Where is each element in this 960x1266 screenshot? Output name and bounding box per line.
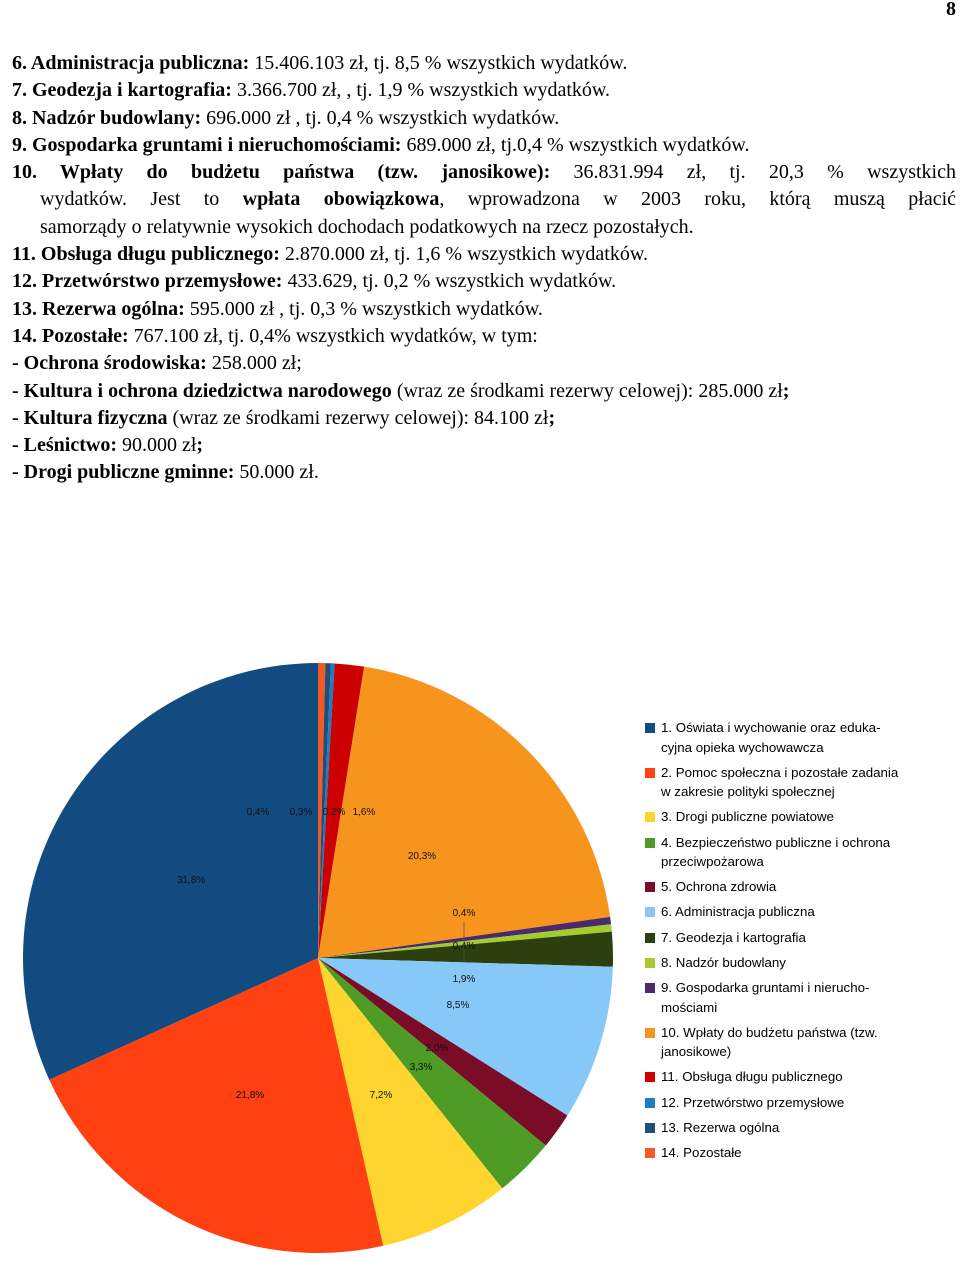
legend-item xyxy=(645,718,945,757)
pie-data-label: 8,5% xyxy=(446,1000,470,1011)
list-item: 6. Administracja publiczna: 15.406.103 zł, tj. 8,5 % wszystkich wydatków. xyxy=(12,52,628,74)
legend-swatch xyxy=(645,723,655,733)
legend-item xyxy=(645,833,945,872)
list-item: 14. Pozostałe: 767.100 zł, tj. 0,4% wszystkich wydatków, w tym: xyxy=(12,324,538,347)
pie-slices xyxy=(23,663,613,1253)
legend-swatch xyxy=(645,1072,655,1082)
legend-label: 14. Pozostałe xyxy=(661,1144,742,1160)
sub-item: - Drogi publiczne gminne: 50.000 zł. xyxy=(12,461,319,484)
legend-label: 10. Wpłaty do budżetu państwa (tzw. xyxy=(661,1024,878,1040)
list-item-continuation: wydatków. Jest to wpłata obowiązkowa, wprowadzona w 2003 roku, którą muszą płacić xyxy=(40,188,957,211)
legend-label: 9. Gospodarka gruntami i nierucho- xyxy=(661,980,870,995)
pie-data-label: 0,3% xyxy=(289,807,313,818)
legend-item xyxy=(645,1023,945,1062)
pie-data-label: 2,0% xyxy=(425,1043,449,1054)
legend-label: mościami xyxy=(661,999,718,1015)
legend-swatch xyxy=(645,812,655,822)
legend-item xyxy=(645,807,945,827)
list-item: 10. Wpłaty do budżetu państwa (tzw. janosikowe): 36.831.994 zł, tj. 20,3 % wszystkich xyxy=(12,161,956,184)
list-item: 11. Obsługa długu publicznego: 2.870.000 zł, tj. 1,6 % wszystkich wydatków. xyxy=(12,243,648,266)
legend-label: 11. Obsługa długu publicznego xyxy=(661,1069,843,1085)
sub-item: - Ochrona środowiska: 258.000 zł; xyxy=(12,352,302,375)
sub-item: - Kultura fizyczna (wraz ze środkami rezerwy celowej): 84.100 zł; xyxy=(12,406,556,429)
legend-item xyxy=(645,1067,945,1087)
legend-item xyxy=(645,928,945,948)
legend-swatch xyxy=(645,983,655,993)
legend-item xyxy=(645,1093,945,1113)
pie-data-label: 3,3% xyxy=(409,1062,433,1073)
legend-swatch xyxy=(645,1148,655,1158)
list-item: 9. Gospodarka gruntami i nieruchomościami: 689.000 zł, tj.0,4 % wszystkich wydatków. xyxy=(12,133,750,156)
sub-item: - Leśnictwo: 90.000 zł; xyxy=(12,434,204,457)
legend-label: cyjna opieka wychowawcza xyxy=(661,739,824,755)
legend-label: janosikowe) xyxy=(661,1044,732,1060)
pie-data-label: 0,4% xyxy=(246,807,270,818)
pie-data-label: 21,8% xyxy=(235,1090,265,1101)
sub-item: - Kultura i ochrona dziedzictwa narodowego (wraz ze środkami rezerwy celowej): 285.000 zł; xyxy=(12,379,790,402)
legend-swatch xyxy=(645,933,655,943)
pie-data-label: 31,8% xyxy=(176,875,206,886)
legend-label: 4. Bezpieczeństwo publiczne i ochrona xyxy=(661,834,891,850)
legend-swatch xyxy=(645,1123,655,1133)
legend-item xyxy=(645,1143,945,1163)
legend-swatch xyxy=(645,907,655,917)
legend-label: 7. Geodezja i kartografia xyxy=(661,929,806,945)
page-number: 8 xyxy=(946,0,956,20)
legend-swatch xyxy=(645,958,655,968)
pie-data-label: 1,9% xyxy=(452,974,476,985)
pie-data-label: 7,2% xyxy=(369,1090,393,1101)
legend-label: 8. Nadzór budowlany xyxy=(661,954,786,970)
legend-swatch xyxy=(645,768,655,778)
legend-label: przeciwpożarowa xyxy=(661,854,764,870)
legend-item xyxy=(645,1118,945,1138)
legend-item xyxy=(645,877,945,897)
legend-item xyxy=(645,763,945,802)
list-item: 12. Przetwórstwo przemysłowe: 433.629, tj. 0,2 % wszystkich wydatków. xyxy=(12,270,617,293)
list-item: 7. Geodezja i kartografia: 3.366.700 zł, , tj. 1,9 % wszystkich wydatków. xyxy=(12,79,611,102)
legend-item xyxy=(645,902,945,922)
legend-swatch xyxy=(645,1028,655,1038)
list-item: 8. Nadzór budowlany: 696.000 zł , tj. 0,4 % wszystkich wydatków. xyxy=(12,106,560,129)
pie-data-label: 0,4% xyxy=(452,908,476,919)
legend-label: 3. Drogi publiczne powiatowe xyxy=(661,809,834,825)
pie-data-label: 20,3% xyxy=(407,851,437,862)
legend-label: 13. Rezerwa ogólna xyxy=(661,1119,780,1135)
legend-swatch xyxy=(645,838,655,848)
legend-label: 2. Pomoc społeczna i pozostałe zadania xyxy=(661,764,899,780)
legend-label: w zakresie polityki społecznej xyxy=(661,784,835,800)
legend-swatch xyxy=(645,882,655,892)
legend-label: 5. Ochrona zdrowia xyxy=(661,879,777,895)
pie-data-label: 0,2% xyxy=(322,807,346,818)
legend-swatch xyxy=(645,1098,655,1108)
legend-label: 1. Oświata i wychowanie oraz eduka- xyxy=(661,720,881,735)
legend-item xyxy=(645,953,945,973)
list-item-continuation: samorządy o relatywnie wysokich dochodach podatkowych na rzecz pozostałych. xyxy=(40,215,694,238)
chart-legend xyxy=(645,718,945,1168)
pie-data-label: 1,6% xyxy=(352,807,376,818)
pie-data-label: 0,4% xyxy=(452,941,476,952)
list-item: 13. Rezerwa ogólna: 595.000 zł , tj. 0,3 % wszystkich wydatków. xyxy=(12,297,543,320)
legend-label: 6. Administracja publiczna xyxy=(661,904,815,920)
legend-label: 12. Przetwórstwo przemysłowe xyxy=(661,1094,845,1110)
legend-item xyxy=(645,978,945,1017)
